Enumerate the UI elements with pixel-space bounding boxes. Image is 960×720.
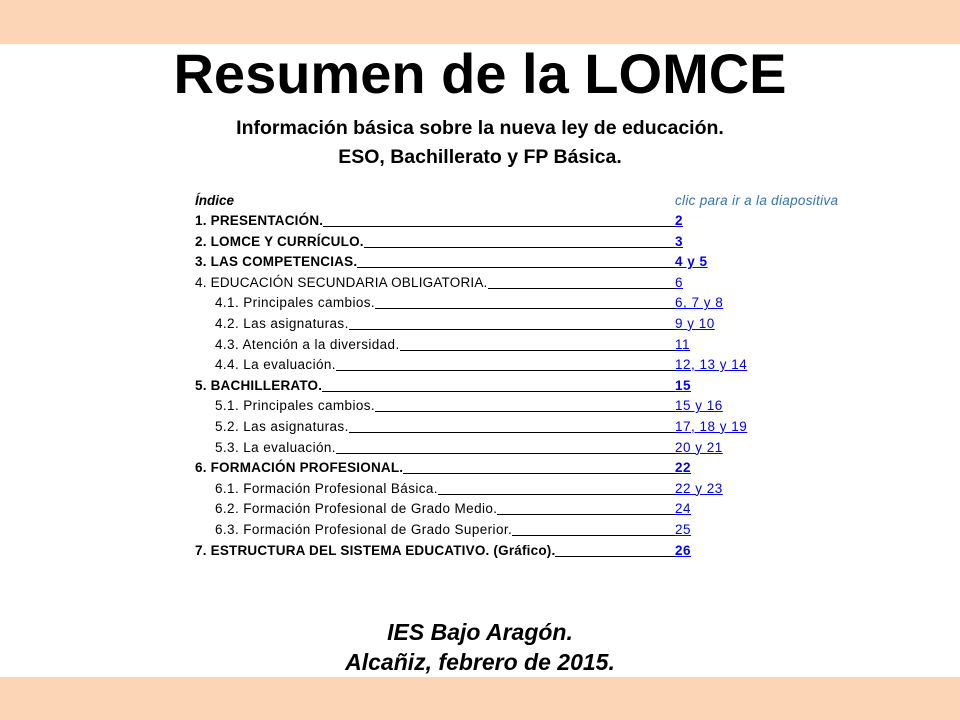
toc-item-label: 6.3. Formación Profesional de Grado Superior.: [215, 521, 513, 537]
toc-item-label: 5.2. Las asignaturas.: [215, 418, 349, 434]
toc-item-page-link[interactable]: 3: [675, 233, 684, 249]
toc-item-page-link[interactable]: 20 y 21: [675, 439, 723, 455]
page-title: Resumen de la LOMCE: [173, 42, 787, 105]
toc-item-label: 5.3. La evaluación.: [215, 439, 336, 455]
toc-header: [195, 191, 915, 211]
subtitle: [0, 114, 960, 172]
toc-list: [195, 211, 915, 561]
toc-item: [195, 211, 915, 232]
toc-item-label: 5. BACHILLERATO.: [195, 377, 323, 393]
toc-leader-line: [349, 329, 675, 330]
toc-leader-line: [349, 432, 675, 433]
toc-item: [195, 396, 915, 417]
bottom-band: [0, 677, 960, 720]
toc-item-page-link[interactable]: 25: [675, 521, 692, 537]
toc-item: [195, 232, 915, 253]
toc-item-page-link[interactable]: 26: [675, 542, 692, 558]
toc-item-page-link[interactable]: 6: [675, 274, 684, 290]
toc-leader-line: [375, 308, 675, 309]
toc-item: [195, 355, 915, 376]
toc-item-label: 4. EDUCACIÓN SECUNDARIA OBLIGATORIA.: [195, 274, 488, 290]
toc-leader-line: [364, 247, 675, 248]
toc-leader-line: [357, 267, 675, 268]
toc-item-label: 6.2. Formación Profesional de Grado Medio.: [215, 501, 498, 517]
toc-item-label: 7. ESTRUCTURA DEL SISTEMA EDUCATIVO. (Gráfico).: [195, 542, 556, 558]
toc-item: [195, 314, 915, 335]
toc-leader-line: [497, 514, 675, 515]
toc-item-page-link[interactable]: 11: [675, 336, 691, 352]
toc-item: [195, 273, 915, 294]
toc-item-label: 4.1. Principales cambios.: [215, 295, 376, 311]
toc-item-label: 4.4. La evaluación.: [215, 357, 336, 373]
toc-leader-line: [336, 453, 675, 454]
toc-item-page-link[interactable]: 15 y 16: [675, 398, 723, 414]
subtitle-line-1: Información básica sobre la nueva ley de educación.: [236, 117, 724, 139]
toc-heading: Índice: [195, 193, 235, 208]
toc-item: [195, 541, 915, 562]
toc-item: [195, 479, 915, 500]
toc-item-page-link[interactable]: 17, 18 y 19: [675, 418, 748, 434]
toc-item-label: 6. FORMACIÓN PROFESIONAL.: [195, 460, 404, 476]
toc-item: [195, 417, 915, 438]
toc-leader-line: [322, 391, 675, 392]
toc-hint: clic para ir a la diapositiva: [675, 193, 839, 208]
toc-item: [195, 252, 915, 273]
toc-item-page-link[interactable]: 24: [675, 501, 692, 517]
toc-item-label: 5.1. Principales cambios.: [215, 398, 376, 414]
toc-leader-line: [488, 288, 675, 289]
toc-item: [195, 335, 915, 356]
toc-item-page-link[interactable]: 4 y 5: [675, 254, 708, 270]
toc-item-page-link[interactable]: 22: [675, 460, 692, 476]
toc-item-page-link[interactable]: 15: [675, 377, 692, 393]
table-of-contents: [195, 191, 915, 561]
toc-item-label: 2. LOMCE Y CURRÍCULO.: [195, 233, 364, 249]
subtitle-line-2: ESO, Bachillerato y FP Básica.: [338, 146, 622, 168]
toc-item: [195, 499, 915, 520]
top-band: [0, 0, 960, 44]
footer-place-date: Alcañiz, febrero de 2015.: [345, 649, 615, 675]
footer: [0, 617, 960, 677]
toc-item-page-link[interactable]: 12, 13 y 14: [675, 357, 748, 373]
toc-item-label: 4.2. Las asignaturas.: [215, 315, 349, 331]
toc-item: [195, 293, 915, 314]
toc-leader-line: [375, 411, 675, 412]
toc-leader-line: [438, 494, 675, 495]
toc-leader-line: [400, 350, 675, 351]
toc-item: [195, 376, 915, 397]
footer-school: IES Bajo Aragón.: [387, 619, 573, 645]
toc-leader-line: [512, 535, 675, 536]
toc-item-label: 1. PRESENTACIÓN.: [195, 213, 324, 228]
toc-item-label: 6.1. Formación Profesional Básica.: [215, 480, 438, 496]
toc-leader-line: [403, 473, 675, 474]
toc-item-page-link[interactable]: 2: [675, 213, 684, 228]
toc-leader-line: [323, 226, 675, 227]
toc-leader-line: [336, 370, 675, 371]
toc-item-label: 3. LAS COMPETENCIAS.: [195, 254, 358, 270]
toc-item: [195, 438, 915, 459]
toc-item-page-link[interactable]: 9 y 10: [675, 315, 715, 331]
toc-item: [195, 458, 915, 479]
toc-leader-line: [555, 556, 675, 557]
toc-item-page-link[interactable]: 22 y 23: [675, 480, 723, 496]
toc-item-label: 4.3. Atención a la diversidad.: [215, 336, 400, 352]
toc-item: [195, 520, 915, 541]
toc-item-page-link[interactable]: 6, 7 y 8: [675, 295, 724, 311]
